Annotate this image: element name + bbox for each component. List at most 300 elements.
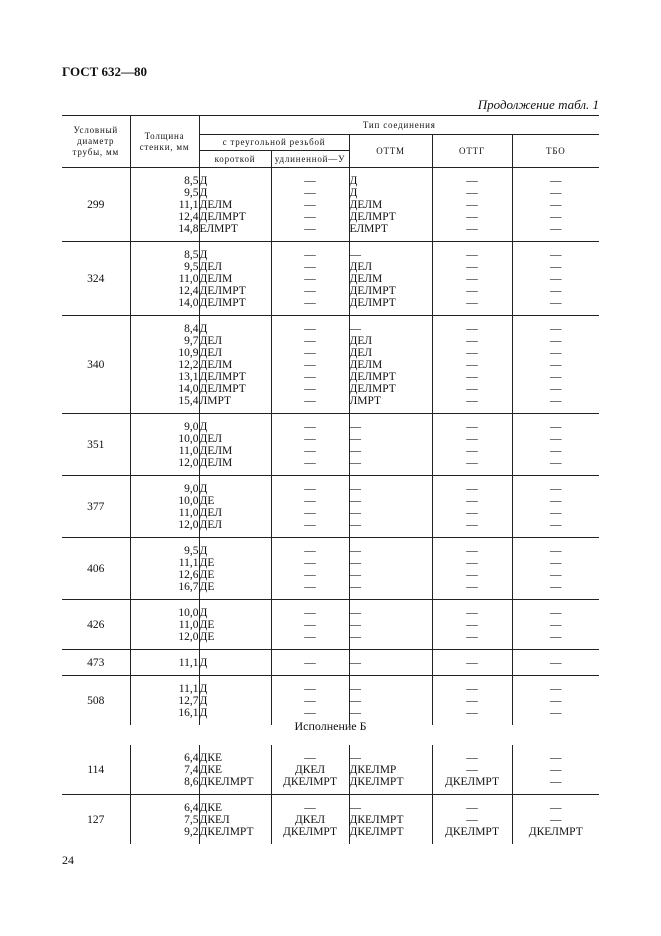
ottg-value: — bbox=[466, 581, 478, 593]
ottg-cell bbox=[432, 414, 512, 476]
short-value: ДЕ bbox=[199, 557, 215, 569]
long-value: ДКЕЛ bbox=[294, 764, 326, 776]
long-value: — bbox=[304, 619, 316, 631]
thickness-value: 12,2 bbox=[178, 359, 199, 371]
long-value: — bbox=[304, 707, 316, 719]
short-value: ДЕЛМ bbox=[199, 445, 233, 457]
thickness-value: 11,1 bbox=[178, 199, 199, 211]
tbo-cell bbox=[512, 600, 599, 650]
ottm-cell bbox=[349, 476, 432, 538]
short-value: ДЕЛМРТ bbox=[199, 297, 246, 309]
thickness-value: 13,1 bbox=[178, 371, 199, 383]
tbo-value: — bbox=[550, 211, 562, 223]
ottg-value: — bbox=[466, 383, 478, 395]
long-value: — bbox=[304, 371, 316, 383]
long-value: — bbox=[304, 323, 316, 335]
ottg-value: — bbox=[466, 421, 478, 433]
ottg-cell bbox=[432, 650, 512, 676]
tbo-value: — bbox=[550, 433, 562, 445]
tbo-cell bbox=[512, 316, 599, 414]
tbo-value: — bbox=[550, 814, 562, 826]
thickness-cell bbox=[130, 745, 199, 795]
thickness-value: 11,0 bbox=[178, 273, 199, 285]
short-value: ДЕ bbox=[199, 569, 215, 581]
long-value: — bbox=[304, 335, 316, 347]
tbo-value: ДКЕЛМРТ bbox=[528, 826, 583, 838]
thickness-value: 10,0 bbox=[178, 607, 199, 619]
tbo-value: — bbox=[550, 445, 562, 457]
ottm-value: ДКЕЛМРТ bbox=[349, 826, 404, 838]
ottg-value: — bbox=[466, 545, 478, 557]
ottg-cell bbox=[432, 538, 512, 600]
long-cell bbox=[271, 316, 349, 414]
tbo-value: — bbox=[550, 657, 562, 669]
ottg-value: — bbox=[466, 199, 478, 211]
table-row bbox=[62, 676, 599, 726]
ottg-cell bbox=[432, 168, 512, 242]
ottg-value: — bbox=[466, 273, 478, 285]
long-value: — bbox=[304, 657, 316, 669]
tbo-value: — bbox=[550, 175, 562, 187]
short-cell bbox=[199, 476, 271, 538]
table-row bbox=[62, 316, 599, 414]
ottg-value: — bbox=[466, 683, 478, 695]
ottg-value: — bbox=[466, 631, 478, 643]
long-value: — bbox=[304, 607, 316, 619]
ottg-cell bbox=[432, 795, 512, 845]
thickness-value: 9,5 bbox=[184, 187, 199, 199]
ottg-value: — bbox=[466, 457, 478, 469]
thickness-value: 12,7 bbox=[178, 695, 199, 707]
ottm-value: — bbox=[349, 683, 361, 695]
document-title: ГОСТ 632—80 bbox=[62, 64, 148, 79]
thickness-value: 7,5 bbox=[184, 814, 199, 826]
tbo-value: — bbox=[550, 285, 562, 297]
ottm-value: — bbox=[349, 631, 361, 643]
tbo-value: — bbox=[550, 776, 562, 788]
ottm-value: — bbox=[349, 249, 361, 261]
ottg-value: — bbox=[466, 211, 478, 223]
diameter-cell: 508 bbox=[87, 695, 105, 707]
diameter-cell: 473 bbox=[62, 650, 130, 676]
ottm-cell bbox=[349, 650, 432, 676]
short-cell bbox=[199, 600, 271, 650]
long-value: — bbox=[304, 199, 316, 211]
tbo-cell bbox=[512, 795, 599, 845]
long-value: — bbox=[304, 507, 316, 519]
short-value: Д bbox=[199, 695, 208, 707]
ottm-value: ДЕЛ bbox=[349, 347, 373, 359]
ottg-cell bbox=[432, 476, 512, 538]
table-body-a bbox=[62, 168, 599, 726]
thickness-value: 9,5 bbox=[184, 545, 199, 557]
ottg-cell bbox=[432, 600, 512, 650]
tbo-value: — bbox=[550, 421, 562, 433]
short-cell bbox=[199, 745, 271, 795]
short-value: Д bbox=[199, 657, 208, 669]
tbo-value: — bbox=[550, 273, 562, 285]
long-cell bbox=[271, 476, 349, 538]
table-row bbox=[62, 795, 599, 845]
short-value: ДКЕ bbox=[199, 752, 223, 764]
long-value: — bbox=[304, 187, 316, 199]
short-cell bbox=[199, 795, 271, 845]
ottm-cell bbox=[349, 600, 432, 650]
ottg-value: — bbox=[466, 261, 478, 273]
short-cell bbox=[199, 414, 271, 476]
ottm-value: ДЕЛМРТ bbox=[349, 211, 396, 223]
tbo-value: — bbox=[550, 297, 562, 309]
header-ottg: ОТТГ bbox=[432, 135, 512, 168]
thickness-value: 8,6 bbox=[184, 776, 199, 788]
thickness-value: 8,4 bbox=[184, 323, 199, 335]
table-row bbox=[62, 650, 599, 676]
long-cell bbox=[271, 650, 349, 676]
thickness-cell bbox=[130, 316, 199, 414]
page-number: 24 bbox=[62, 853, 74, 867]
thickness-value: 10,0 bbox=[178, 495, 199, 507]
long-value: — bbox=[304, 359, 316, 371]
diameter-cell: 377 bbox=[62, 476, 130, 538]
ottm-cell bbox=[349, 168, 432, 242]
thickness-value: 11,0 bbox=[178, 619, 199, 631]
tbo-value: — bbox=[550, 507, 562, 519]
long-value: — bbox=[304, 519, 316, 531]
long-value: — bbox=[304, 752, 316, 764]
ottm-value: ЕЛМРТ bbox=[349, 223, 388, 235]
ottm-value: Д bbox=[349, 187, 358, 199]
ottm-value: ДЕЛМРТ bbox=[349, 383, 396, 395]
ottm-value: — bbox=[349, 569, 361, 581]
tbo-value: — bbox=[550, 261, 562, 273]
thickness-value: 12,6 bbox=[178, 569, 199, 581]
thickness-value: 16,1 bbox=[178, 707, 199, 719]
tbo-value: — bbox=[550, 187, 562, 199]
long-value: — bbox=[304, 557, 316, 569]
tbo-cell bbox=[512, 242, 599, 316]
thickness-value: 10,9 bbox=[178, 347, 199, 359]
long-value: — bbox=[304, 273, 316, 285]
tbo-value: — bbox=[550, 683, 562, 695]
thickness-cell bbox=[130, 168, 199, 242]
table-row bbox=[62, 242, 599, 316]
short-value: Д bbox=[199, 421, 208, 433]
ottg-value: — bbox=[466, 764, 478, 776]
table-row bbox=[62, 600, 599, 650]
long-value: — bbox=[304, 445, 316, 457]
tbo-value: — bbox=[550, 619, 562, 631]
ottm-value: ДЕЛМ bbox=[349, 199, 383, 211]
thickness-value: 7,4 bbox=[184, 764, 199, 776]
tbo-value: — bbox=[550, 483, 562, 495]
ottm-value: — bbox=[349, 607, 361, 619]
long-value: ДКЕЛМРТ bbox=[283, 776, 337, 788]
tbo-value: — bbox=[550, 249, 562, 261]
thickness-cell bbox=[130, 242, 199, 316]
thickness-value: 9,2 bbox=[184, 826, 199, 838]
long-cell bbox=[271, 745, 349, 795]
ottm-value: ДЕЛМ bbox=[349, 359, 383, 371]
ottg-value: — bbox=[466, 175, 478, 187]
header-wall-thickness: Толщина стенки, мм bbox=[130, 116, 199, 168]
ottg-cell bbox=[432, 745, 512, 795]
thickness-value: 6,4 bbox=[184, 752, 199, 764]
table-continuation-label: Продолжение табл. 1 bbox=[477, 97, 599, 112]
ottg-value: — bbox=[466, 802, 478, 814]
ottm-value: — bbox=[349, 445, 361, 457]
ottm-value: ДЕЛМРТ bbox=[349, 371, 396, 383]
long-value: — bbox=[304, 695, 316, 707]
short-value: ЕЛМРТ bbox=[199, 223, 238, 235]
thickness-value: 12,4 bbox=[178, 211, 199, 223]
thickness-value: 12,4 bbox=[178, 285, 199, 297]
ottm-value: — bbox=[349, 619, 361, 631]
short-value: Д bbox=[199, 707, 208, 719]
ottm-value: ДЕЛ bbox=[349, 261, 373, 273]
tbo-value: — bbox=[550, 323, 562, 335]
ottm-value: — bbox=[349, 421, 361, 433]
long-value: — bbox=[304, 483, 316, 495]
ottg-value: — bbox=[466, 395, 478, 407]
tbo-value: — bbox=[550, 199, 562, 211]
diameter-cell: 351 bbox=[62, 414, 130, 476]
ottg-value: ДКЕЛМРТ bbox=[445, 776, 499, 788]
thickness-value: 10,0 bbox=[178, 433, 199, 445]
short-value: Д bbox=[199, 175, 208, 187]
short-value: ДЕЛ bbox=[199, 433, 223, 445]
tbo-value: — bbox=[550, 569, 562, 581]
long-value: — bbox=[304, 495, 316, 507]
tbo-value: — bbox=[550, 457, 562, 469]
long-cell bbox=[271, 414, 349, 476]
long-value: — bbox=[304, 383, 316, 395]
ottg-value: — bbox=[466, 223, 478, 235]
ottm-value: — bbox=[349, 752, 361, 764]
ottg-value: — bbox=[466, 347, 478, 359]
thickness-value: 12,0 bbox=[178, 457, 199, 469]
short-value: Д bbox=[199, 323, 208, 335]
diameter-cell: 406 bbox=[62, 538, 130, 600]
table-header bbox=[62, 116, 599, 168]
thickness-value: 12,0 bbox=[178, 519, 199, 531]
short-value: ДЕЛМ bbox=[199, 457, 233, 469]
header-long: удлиненной—У bbox=[271, 151, 349, 168]
header-tbo: ТБО bbox=[512, 135, 599, 168]
ottg-value: — bbox=[466, 507, 478, 519]
tbo-cell bbox=[512, 476, 599, 538]
diameter-cell: 340 bbox=[62, 316, 130, 414]
ottm-value: ДЕЛМРТ bbox=[349, 285, 396, 297]
long-cell bbox=[271, 168, 349, 242]
long-value: — bbox=[304, 347, 316, 359]
thickness-cell bbox=[130, 538, 199, 600]
thickness-cell bbox=[130, 414, 199, 476]
ottm-cell bbox=[349, 414, 432, 476]
ottm-cell bbox=[349, 316, 432, 414]
header-ottm: ОТТМ bbox=[349, 135, 432, 168]
thickness-value: 9,5 bbox=[184, 261, 199, 273]
thickness-value: 6,4 bbox=[184, 802, 199, 814]
short-cell bbox=[199, 242, 271, 316]
thickness-value: 11,1 bbox=[178, 557, 199, 569]
thickness-cell bbox=[130, 600, 199, 650]
ottm-value: ДЕЛМРТ bbox=[349, 297, 396, 309]
thickness-value: 15,4 bbox=[178, 395, 199, 407]
long-value: — bbox=[304, 802, 316, 814]
short-value: ДЕЛ bbox=[199, 519, 223, 531]
thickness-value: 8,5 bbox=[184, 249, 199, 261]
ottg-value: — bbox=[466, 569, 478, 581]
tbo-value: — bbox=[550, 581, 562, 593]
thickness-value: 12,0 bbox=[178, 631, 199, 643]
thickness-value: 8,5 bbox=[184, 175, 199, 187]
table-row bbox=[62, 745, 599, 795]
tbo-cell bbox=[512, 538, 599, 600]
thickness-cell bbox=[130, 676, 199, 726]
ottm-cell bbox=[349, 242, 432, 316]
ottg-value: — bbox=[466, 371, 478, 383]
ottg-value: — bbox=[466, 707, 478, 719]
diameter-cell: 114 bbox=[62, 745, 130, 795]
ottm-value: ДКЕЛМРТ bbox=[349, 814, 404, 826]
tbo-value: — bbox=[550, 802, 562, 814]
ottg-value: ДКЕЛМРТ bbox=[445, 826, 499, 838]
long-value: — bbox=[304, 683, 316, 695]
ottm-cell bbox=[349, 676, 432, 726]
thickness-value: 11,1 bbox=[178, 657, 199, 669]
ottg-cell bbox=[432, 242, 512, 316]
short-value: ДЕЛМРТ bbox=[199, 211, 246, 223]
table-row bbox=[62, 538, 599, 600]
ottm-value: — bbox=[349, 545, 361, 557]
short-cell bbox=[199, 538, 271, 600]
ottm-value: ДКЕЛМРТ bbox=[349, 776, 404, 788]
ottm-value: — bbox=[349, 433, 361, 445]
ottm-value: — bbox=[349, 457, 361, 469]
short-value: ДЕЛМ bbox=[199, 359, 233, 371]
ottg-value: — bbox=[466, 657, 478, 669]
ottm-value: — bbox=[349, 495, 361, 507]
tbo-value: — bbox=[550, 519, 562, 531]
long-value: — bbox=[304, 175, 316, 187]
short-value: ДЕЛМ bbox=[199, 199, 233, 211]
tbo-value: — bbox=[550, 557, 562, 569]
tbo-value: — bbox=[550, 764, 562, 776]
thickness-value: 9,7 bbox=[184, 335, 199, 347]
table-row bbox=[62, 476, 599, 538]
ottg-cell bbox=[432, 316, 512, 414]
tbo-value: — bbox=[550, 383, 562, 395]
short-value: ДЕ bbox=[199, 619, 215, 631]
short-value: ДЕЛ bbox=[199, 507, 223, 519]
ottm-value: ЛМРТ bbox=[349, 395, 382, 407]
long-value: — bbox=[304, 211, 316, 223]
long-value: — bbox=[304, 249, 316, 261]
ottm-value: — bbox=[349, 557, 361, 569]
long-cell bbox=[271, 676, 349, 726]
long-value: ДКЕЛ bbox=[294, 814, 326, 826]
ottg-value: — bbox=[466, 433, 478, 445]
ottm-value: — bbox=[349, 802, 361, 814]
short-cell bbox=[199, 168, 271, 242]
tbo-cell bbox=[512, 745, 599, 795]
thickness-value: 14,0 bbox=[178, 297, 199, 309]
tbo-value: — bbox=[550, 752, 562, 764]
short-value: ДЕ bbox=[199, 581, 215, 593]
tbo-cell bbox=[512, 168, 599, 242]
long-value: — bbox=[304, 297, 316, 309]
tbo-value: — bbox=[550, 545, 562, 557]
table-row bbox=[62, 414, 599, 476]
tbo-value: — bbox=[550, 395, 562, 407]
short-value: ДЕ bbox=[199, 495, 215, 507]
long-value: — bbox=[304, 223, 316, 235]
ottg-value: — bbox=[466, 557, 478, 569]
tbo-value: — bbox=[550, 631, 562, 643]
ottg-value: — bbox=[466, 335, 478, 347]
thickness-cell bbox=[130, 650, 199, 676]
tbo-value: — bbox=[550, 347, 562, 359]
tbo-cell bbox=[512, 414, 599, 476]
thickness-value: 9,0 bbox=[184, 483, 199, 495]
ottm-value: — bbox=[349, 519, 361, 531]
thickness-value: 16,7 bbox=[178, 581, 199, 593]
short-value: ДКЕЛМРТ bbox=[199, 776, 254, 788]
long-value: — bbox=[304, 631, 316, 643]
ottm-value: — bbox=[349, 695, 361, 707]
diameter-cell: 127 bbox=[87, 814, 105, 826]
header-triangular-thread: с треугольной резьбой bbox=[199, 135, 349, 151]
short-cell bbox=[199, 676, 271, 726]
ottg-value: — bbox=[466, 752, 478, 764]
ottm-value: — bbox=[349, 707, 361, 719]
header-connection-type: Тип соединения bbox=[199, 116, 599, 135]
thickness-value: 11,0 bbox=[178, 507, 199, 519]
long-cell bbox=[271, 538, 349, 600]
tbo-value: — bbox=[550, 223, 562, 235]
ottg-value: — bbox=[466, 249, 478, 261]
ottg-value: — bbox=[466, 323, 478, 335]
ottm-cell bbox=[349, 745, 432, 795]
ottg-value: — bbox=[466, 519, 478, 531]
diameter-cell: 299 bbox=[62, 168, 130, 242]
table-row bbox=[62, 168, 599, 242]
short-cell bbox=[199, 316, 271, 414]
tbo-cell bbox=[512, 676, 599, 726]
short-value: ЛМРТ bbox=[199, 395, 232, 407]
ottm-value: ДЕЛМ bbox=[349, 273, 383, 285]
long-value: — bbox=[304, 285, 316, 297]
ottm-value: ДКЕЛМР bbox=[349, 764, 397, 776]
ottm-cell bbox=[349, 795, 432, 845]
short-value: ДЕЛ bbox=[199, 335, 223, 347]
ottg-value: — bbox=[466, 619, 478, 631]
thickness-value: 14,8 bbox=[178, 223, 199, 235]
ottg-value: — bbox=[466, 359, 478, 371]
ottg-value: — bbox=[466, 187, 478, 199]
short-value: ДКЕЛ bbox=[199, 814, 230, 826]
ottm-value: — bbox=[349, 657, 361, 669]
ottg-value: — bbox=[466, 695, 478, 707]
ottg-value: — bbox=[466, 483, 478, 495]
long-value: — bbox=[304, 433, 316, 445]
ottg-cell bbox=[432, 676, 512, 726]
ottg-value: — bbox=[466, 814, 478, 826]
short-value: ДЕЛ bbox=[199, 261, 223, 273]
long-cell bbox=[271, 795, 349, 845]
short-value: ДКЕЛМРТ bbox=[199, 826, 254, 838]
long-value: — bbox=[304, 421, 316, 433]
